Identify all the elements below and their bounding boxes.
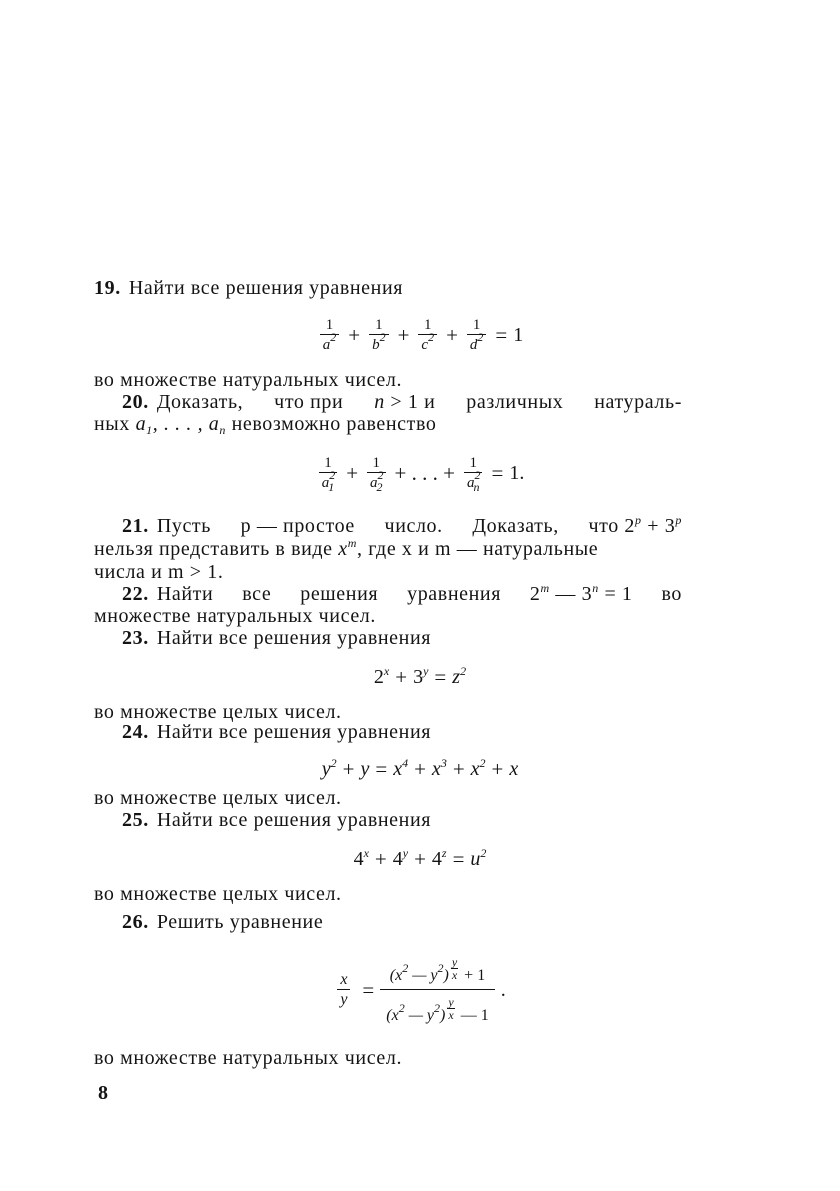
problem-26: 26. Решить уравнение: [122, 911, 324, 933]
problem-24-domain: во множестве целых чисел.: [94, 787, 342, 809]
formula-23: 2$^x$ + 3$^y$ = $z^2$: [373, 663, 467, 689]
problem-19: [94, 276, 684, 300]
problem-23-domain: во множестве целых чисел.: [94, 701, 342, 723]
problem-24: 24. Найти все решения уравнения: [122, 721, 432, 743]
problem-26-domain: во множестве натуральных чисел.: [94, 1047, 403, 1069]
problem-22: 22. Найти все решения уравнения 2$^m$ — 3$^n$ = 1 во: [122, 581, 682, 605]
formula-19: $\frac{1}{a^2}$ + $\frac{1}{b^2}$ + $\frac{1}{c^2}$ + $\frac{1}{d^2}$ = 1: [0, 310, 840, 360]
problem-number: 19.: [94, 277, 121, 299]
problem-25-domain: во множестве целых чисел.: [94, 883, 342, 905]
problem-21-line2: нельзя представить в виде $x^m$, где x и m — натуральные: [94, 536, 599, 560]
problem-number: 21.: [122, 515, 149, 537]
problem-20: 20. Доказать, что при n > 1 и различных натураль-: [122, 391, 682, 413]
problem-number: 24.: [122, 721, 149, 743]
problem-20-line2: ных $a_1$, . . . , $a_n$ невозможно равенство: [94, 413, 437, 437]
problem-23: 23. Найти все решения уравнения: [122, 627, 432, 649]
problem-text: Найти все решения уравнения: [128, 277, 404, 299]
problem-number: 26.: [122, 911, 149, 933]
problem-19-domain: во множестве натуральных чисел.: [94, 369, 403, 391]
problem-21: 21. Пусть p — простое число. Доказать, что $2^p + 3^p$: [122, 513, 682, 537]
formula-25: 4$^x$ + 4$^y$ + 4$^z$ = $u^2$: [353, 845, 487, 871]
problem-number: 20.: [122, 391, 149, 413]
problem-number: 22.: [122, 583, 149, 605]
problem-25: 25. Найти все решения уравнения: [122, 809, 432, 831]
problem-22-line2: множестве натуральных чисел.: [94, 605, 376, 627]
page-number: 8: [98, 1082, 108, 1104]
problem-21-line3: числа и m > 1.: [94, 561, 224, 583]
formula-24: $y^2$ + y = $x^4$ + $x^3$ + $x^2$ + x: [321, 755, 519, 781]
problem-number: 25.: [122, 809, 149, 831]
formula-26: $\frac{x}{y}$ = ($x^2$ — $y^2$) $\frac{y}{x}$ + 1 ($x^2$ — $y^2$) $\frac{y}{x}$ — 1 .: [0, 944, 840, 1036]
formula-20: $\frac{1}{a^2_1}$ + $\frac{1}{a^2_2}$ + . . . + $\frac{1}{a^2_n}$ = 1.: [0, 446, 840, 500]
problem-number: 23.: [122, 627, 149, 649]
